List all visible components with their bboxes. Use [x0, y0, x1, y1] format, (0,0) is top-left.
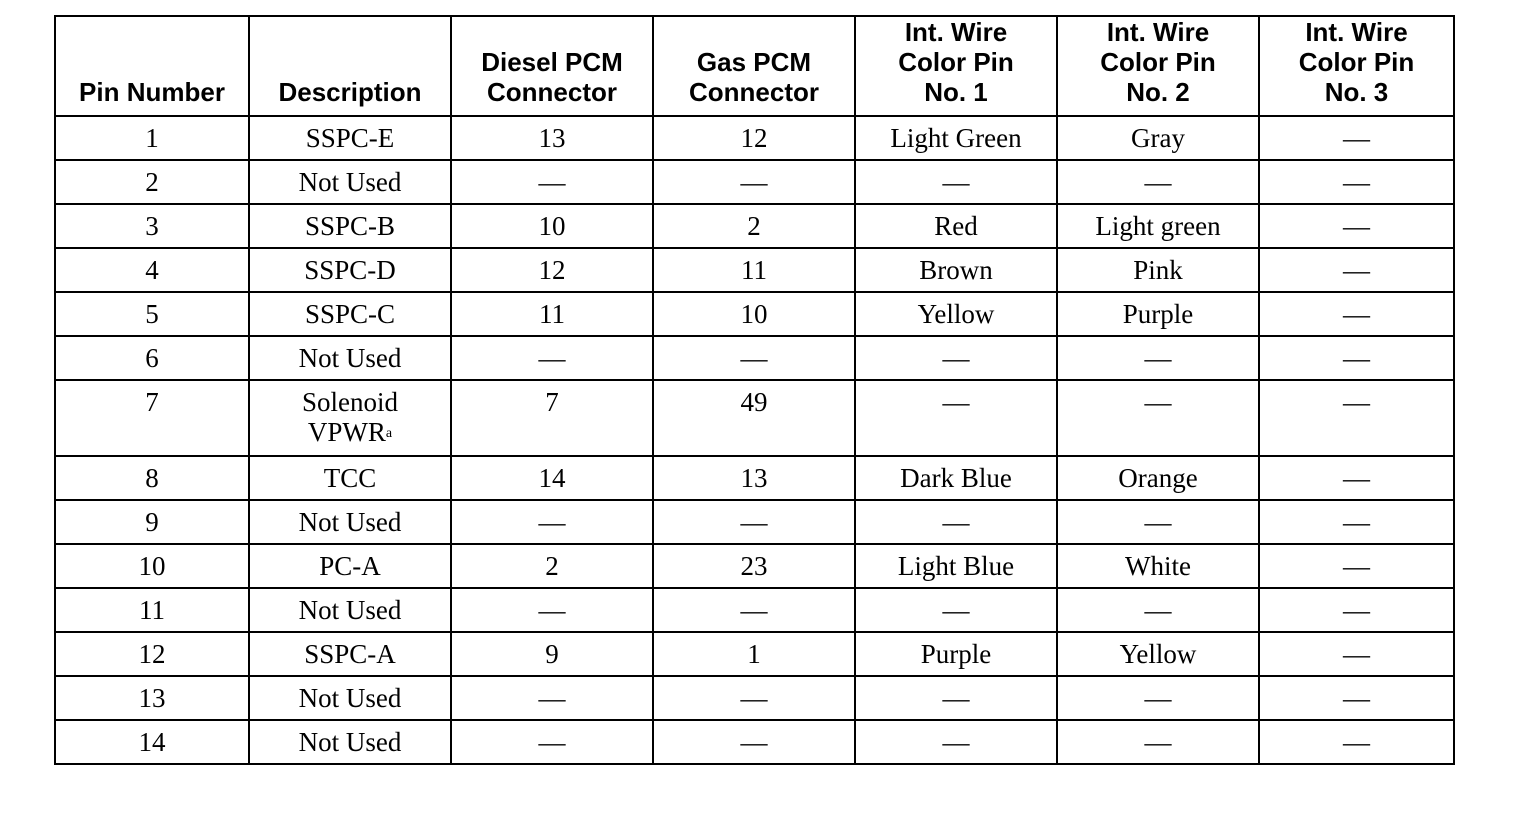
header-wire-color-pin-3: Int. Wire Color Pin No. 3 [1259, 16, 1454, 116]
cell-diesel-connector: — [451, 500, 653, 544]
cell-wire-color-2: Pink [1057, 248, 1259, 292]
cell-wire-color-2: — [1057, 588, 1259, 632]
cell-description: Not Used [249, 676, 451, 720]
cell-pin-number: 11 [55, 588, 249, 632]
table-row [55, 632, 1454, 676]
cell-wire-color-3: — [1259, 544, 1454, 588]
table-row [55, 500, 1454, 544]
cell-description: Not Used [249, 588, 451, 632]
cell-diesel-connector: 12 [451, 248, 653, 292]
cell-pin-number: 13 [55, 676, 249, 720]
cell-pin-number: 2 [55, 160, 249, 204]
cell-wire-color-2: Purple [1057, 292, 1259, 336]
description-vpwr-text: VPWR [307, 417, 386, 447]
cell-gas-connector: 49 [653, 380, 855, 456]
header-wire-color-pin-1: Int. Wire Color Pin No. 1 [855, 16, 1057, 116]
cell-wire-color-3: — [1259, 632, 1454, 676]
cell-diesel-connector: — [451, 160, 653, 204]
cell-diesel-connector: 9 [451, 632, 653, 676]
table-row [55, 456, 1454, 500]
description-line-2 [250, 417, 450, 447]
cell-gas-connector: — [653, 588, 855, 632]
cell-wire-color-2: — [1057, 160, 1259, 204]
cell-pin-number: 1 [55, 116, 249, 160]
cell-wire-color-1: Brown [855, 248, 1057, 292]
cell-wire-color-2: Yellow [1057, 632, 1259, 676]
cell-wire-color-2: Orange [1057, 456, 1259, 500]
cell-wire-color-1: Yellow [855, 292, 1057, 336]
cell-wire-color-3: — [1259, 160, 1454, 204]
cell-gas-connector: 12 [653, 116, 855, 160]
cell-pin-number: 8 [55, 456, 249, 500]
header-wire-color-pin-2: Int. Wire Color Pin No. 2 [1057, 16, 1259, 116]
pin-assignment-table [54, 15, 1455, 765]
cell-diesel-connector: — [451, 676, 653, 720]
table-row [55, 160, 1454, 204]
cell-diesel-connector: — [451, 588, 653, 632]
cell-gas-connector: — [653, 160, 855, 204]
cell-pin-number: 3 [55, 204, 249, 248]
cell-wire-color-1: — [855, 160, 1057, 204]
table-row [55, 676, 1454, 720]
cell-gas-connector: — [653, 336, 855, 380]
cell-wire-color-1: Dark Blue [855, 456, 1057, 500]
cell-pin-number: 5 [55, 292, 249, 336]
cell-wire-color-3: — [1259, 456, 1454, 500]
cell-wire-color-1: Light Green [855, 116, 1057, 160]
cell-wire-color-3: — [1259, 248, 1454, 292]
cell-wire-color-2: Light green [1057, 204, 1259, 248]
table-row [55, 336, 1454, 380]
cell-wire-color-2: — [1057, 720, 1259, 764]
cell-wire-color-1: — [855, 500, 1057, 544]
cell-gas-connector: — [653, 720, 855, 764]
cell-gas-connector: 10 [653, 292, 855, 336]
cell-diesel-connector: 7 [451, 380, 653, 456]
cell-wire-color-1: — [855, 676, 1057, 720]
cell-diesel-connector: 10 [451, 204, 653, 248]
cell-wire-color-3: — [1259, 292, 1454, 336]
cell-diesel-connector: 2 [451, 544, 653, 588]
table-row [55, 720, 1454, 764]
cell-wire-color-2: White [1057, 544, 1259, 588]
header-gas-pcm-connector: Gas PCM Connector [653, 16, 855, 116]
cell-pin-number: 12 [55, 632, 249, 676]
table-row [55, 292, 1454, 336]
cell-wire-color-1: Purple [855, 632, 1057, 676]
cell-diesel-connector: 11 [451, 292, 653, 336]
cell-gas-connector: 23 [653, 544, 855, 588]
cell-wire-color-3: — [1259, 204, 1454, 248]
cell-description: SSPC-A [249, 632, 451, 676]
cell-description: Not Used [249, 500, 451, 544]
cell-wire-color-3: — [1259, 336, 1454, 380]
cell-pin-number: 10 [55, 544, 249, 588]
cell-wire-color-2: Gray [1057, 116, 1259, 160]
cell-pin-number: 9 [55, 500, 249, 544]
cell-wire-color-3: — [1259, 588, 1454, 632]
cell-pin-number: 4 [55, 248, 249, 292]
cell-wire-color-1: — [855, 336, 1057, 380]
cell-description: SSPC-E [249, 116, 451, 160]
cell-description: PC-A [249, 544, 451, 588]
table-row [55, 380, 1454, 456]
cell-wire-color-3: — [1259, 380, 1454, 456]
cell-gas-connector: 13 [653, 456, 855, 500]
footnote-marker: a [385, 426, 393, 441]
cell-gas-connector: 2 [653, 204, 855, 248]
cell-wire-color-2: — [1057, 500, 1259, 544]
table-row [55, 544, 1454, 588]
cell-wire-color-3: — [1259, 676, 1454, 720]
table-header-row [55, 16, 1454, 116]
cell-description: SSPC-D [249, 248, 451, 292]
header-description: Description [249, 16, 451, 116]
cell-description: Not Used [249, 720, 451, 764]
table-row [55, 204, 1454, 248]
description-line-1: Solenoid [301, 387, 398, 417]
cell-wire-color-1: — [855, 380, 1057, 456]
cell-description: SSPC-B [249, 204, 451, 248]
cell-description: TCC [249, 456, 451, 500]
cell-wire-color-3: — [1259, 720, 1454, 764]
cell-wire-color-1: Light Blue [855, 544, 1057, 588]
header-pin-number: Pin Number [55, 16, 249, 116]
cell-description [249, 380, 451, 456]
cell-gas-connector: — [653, 676, 855, 720]
table-row [55, 116, 1454, 160]
cell-wire-color-3: — [1259, 500, 1454, 544]
cell-pin-number: 6 [55, 336, 249, 380]
cell-diesel-connector: — [451, 720, 653, 764]
cell-pin-number: 14 [55, 720, 249, 764]
cell-gas-connector: 11 [653, 248, 855, 292]
cell-gas-connector: 1 [653, 632, 855, 676]
cell-gas-connector: — [653, 500, 855, 544]
cell-wire-color-1: — [855, 588, 1057, 632]
cell-description: SSPC-C [249, 292, 451, 336]
cell-diesel-connector: 14 [451, 456, 653, 500]
cell-wire-color-1: Red [855, 204, 1057, 248]
cell-wire-color-2: — [1057, 676, 1259, 720]
cell-diesel-connector: 13 [451, 116, 653, 160]
cell-wire-color-2: — [1057, 336, 1259, 380]
table-row [55, 248, 1454, 292]
cell-description: Not Used [249, 336, 451, 380]
cell-pin-number: 7 [55, 380, 249, 456]
cell-diesel-connector: — [451, 336, 653, 380]
table-row [55, 588, 1454, 632]
cell-wire-color-3: — [1259, 116, 1454, 160]
cell-description: Not Used [249, 160, 451, 204]
cell-wire-color-2: — [1057, 380, 1259, 456]
cell-wire-color-1: — [855, 720, 1057, 764]
header-diesel-pcm-connector: Diesel PCM Connector [451, 16, 653, 116]
